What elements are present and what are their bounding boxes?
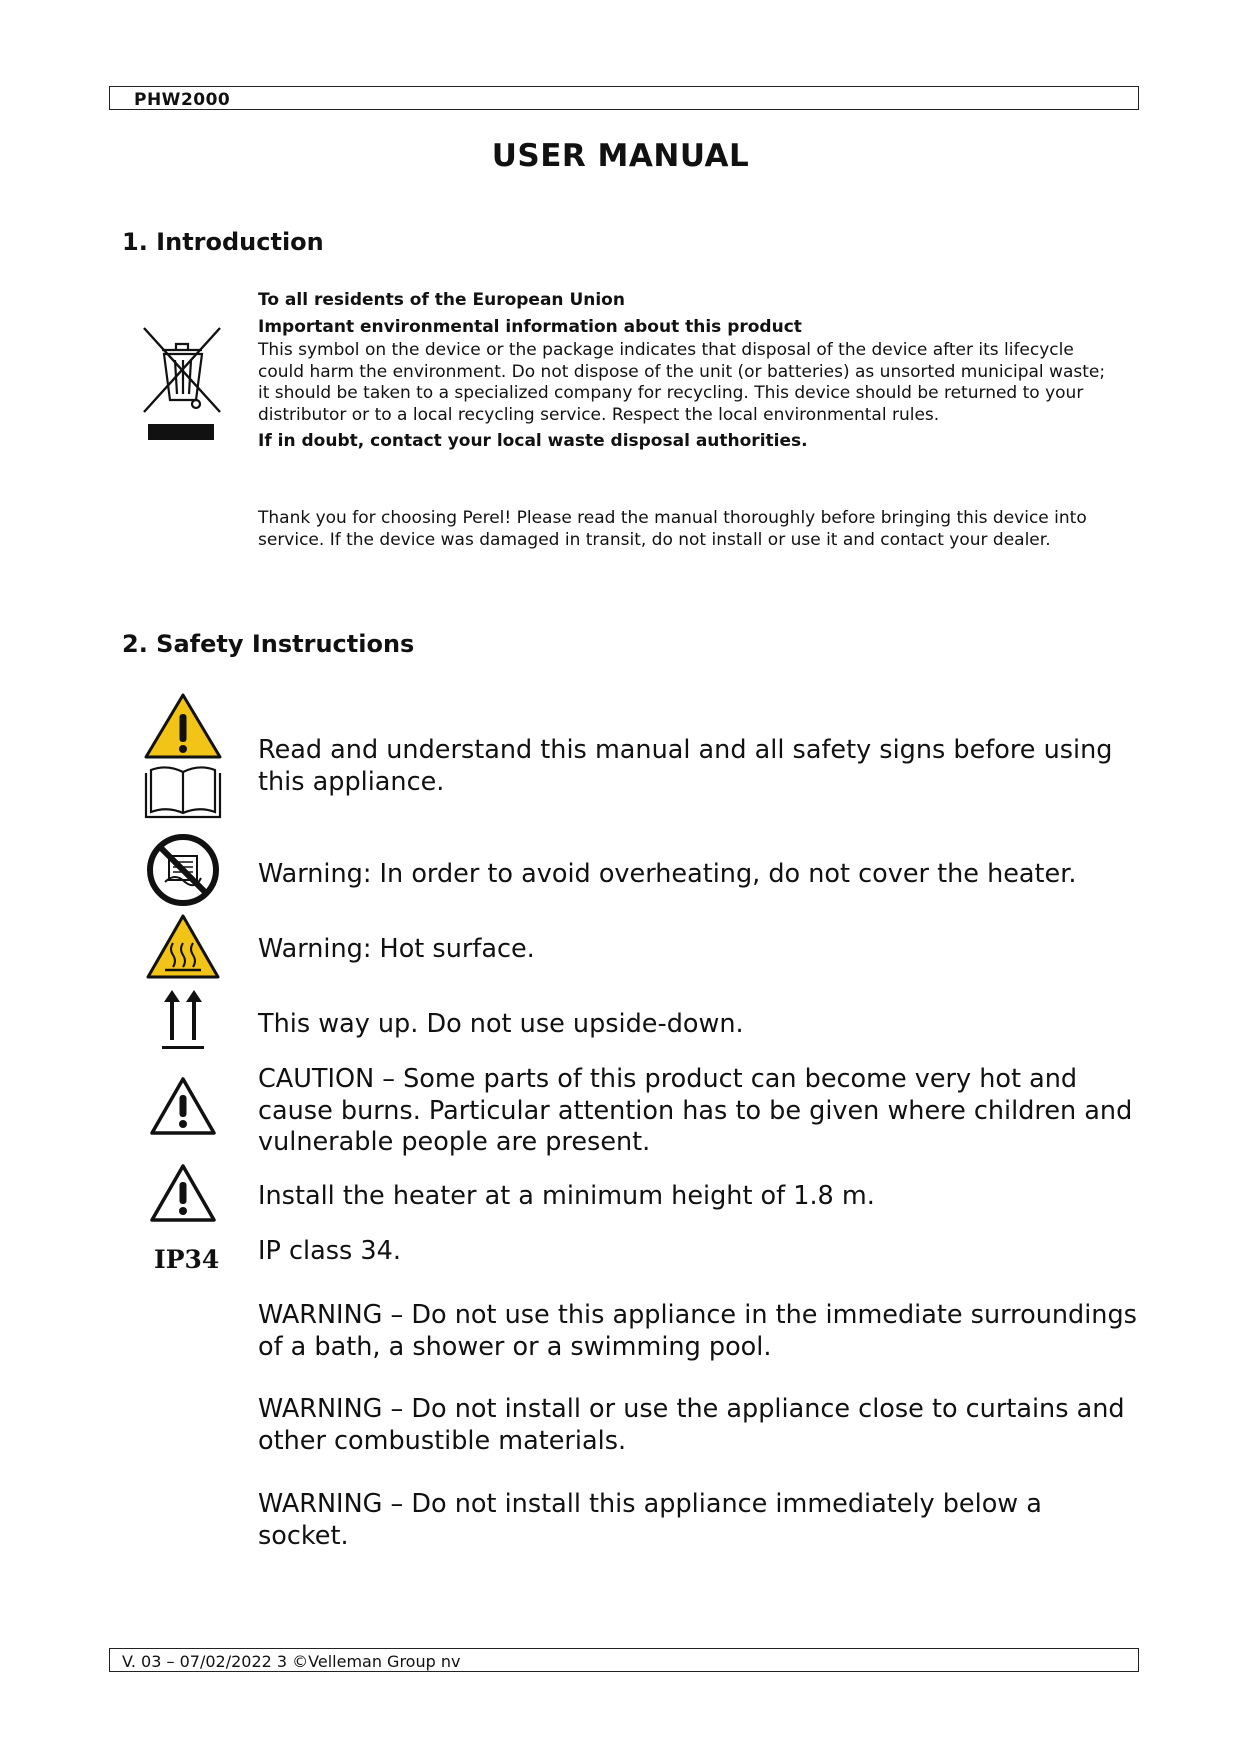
- section-introduction-heading: 1. Introduction: [122, 228, 324, 256]
- weee-crossed-bin-icon: [140, 324, 224, 444]
- safety-item: Read and understand this manual and all safety signs before using this appliance.: [258, 735, 1113, 797]
- page-footer: [109, 1648, 1139, 1672]
- warning-read-manual-icon: [143, 692, 223, 820]
- page-title: USER MANUAL: [491, 138, 750, 174]
- disposal-doubt-note: If in doubt, contact your local waste disposal authorities.: [258, 431, 808, 451]
- safety-item: IP class 34.: [258, 1236, 401, 1266]
- safety-item: Warning: Hot surface.: [258, 934, 535, 964]
- page-header: [109, 86, 1139, 110]
- hot-surface-icon: [145, 913, 221, 981]
- thank-you-note: Thank you for choosing Perel! Please read the manual thoroughly before bringing this device into service. If the device was damaged in transit, do not install or use it and contact your dealer.: [258, 508, 1087, 550]
- caution-triangle-icon: [148, 1075, 218, 1137]
- safety-item: Warning: In order to avoid overheating, do not cover the heater.: [258, 859, 1077, 889]
- safety-item: WARNING – Do not install this appliance immediately below a socket.: [258, 1489, 1042, 1551]
- environmental-info-heading: Important environmental information about this product: [258, 316, 802, 337]
- do-not-cover-icon: [145, 832, 221, 908]
- caution-triangle-icon: [148, 1162, 218, 1224]
- footer-version: V. 03 – 07/02/2022 3 ©Velleman Group nv: [122, 1652, 461, 1671]
- safety-item: Install the heater at a minimum height of 1.8 m.: [258, 1181, 875, 1211]
- section-safety-heading: 2. Safety Instructions: [122, 630, 415, 658]
- safety-item: CAUTION – Some parts of this product can become very hot and cause burns. Particular attention has to be given where children and vulnerable people are present.: [258, 1064, 1133, 1157]
- eu-residents-heading: To all residents of the European Union: [258, 290, 625, 310]
- environmental-info-text: This symbol on the device or the package indicates that disposal of the device after its lifecycle could harm the environment. Do not dispose of the unit (or batteries) as unsorted municipal waste; it should be taken to a specialized company for recycling. This device should be returned to your distributor or to a local recycling service. Respect the local environmental rules.: [258, 340, 1106, 425]
- environment-notice: [258, 290, 1118, 453]
- safety-item: WARNING – Do not use this appliance in the immediate surroundings of a bath, a shower or a swimming pool.: [258, 1300, 1137, 1362]
- safety-item: This way up. Do not use upside-down.: [258, 1009, 744, 1039]
- model-number: PHW2000: [134, 90, 231, 110]
- ip34-label: IP34: [154, 1245, 220, 1274]
- safety-item: WARNING – Do not install or use the appliance close to curtains and other combustible materials.: [258, 1394, 1125, 1456]
- this-way-up-icon: [160, 990, 206, 1052]
